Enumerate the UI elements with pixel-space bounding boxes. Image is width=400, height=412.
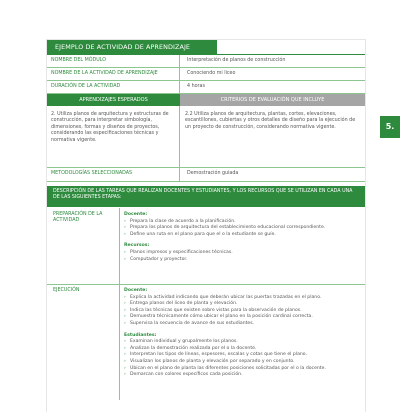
aprendizaje-text: 2. Utiliza planos de arquitectura y estructuras de construcción, para interpretar simbología, dimensiones, formas y diseños de proyectos, considerando las especificaciones técnicas y normativa vigente. — [47, 106, 180, 168]
list-item: › Prepara la clase de acuerdo a la planificación. — [124, 219, 370, 226]
chapter-tab: 5. — [380, 116, 400, 138]
row-label: NOMBRE DE LA ACTIVIDAD DE APRENDIZAJE — [47, 68, 180, 80]
list-item: › Demarcan con colores específicos cada posición. — [124, 372, 370, 379]
section-separator — [47, 284, 365, 285]
section-divider — [119, 208, 120, 284]
ejecucion-body — [124, 288, 370, 379]
list-item: › Computador y proyector. — [124, 257, 370, 264]
docente-heading: Docente: — [124, 288, 148, 293]
recursos-heading: Recursos: — [124, 243, 150, 249]
list-item: › Analizan la demostración realizada por el o la docente. — [124, 346, 370, 353]
list-item: › Explica la actividad indicando que deberán ubicar las puertas trazadas en el plano. — [124, 295, 370, 302]
section-divider — [119, 285, 120, 400]
row-value: Demostración guiada — [187, 171, 239, 176]
row-actividad — [47, 68, 365, 81]
header-aprendizajes: APRENDIZAJES ESPERADOS — [47, 94, 180, 106]
row-label: METODOLOGÍAS SELECCIONADAS — [47, 168, 180, 181]
row-value: Interpretación de planos de construcción — [187, 58, 286, 63]
recursos-list — [124, 250, 370, 263]
activity-title: EJEMPLO DE ACTIVIDAD DE APRENDIZAJE — [47, 40, 217, 54]
list-item: › Planos impresos y especificaciones técnicas. — [124, 250, 370, 257]
list-item: › Define una ruta en el plano para que el o la estudiante se guíe. — [124, 232, 370, 239]
row-label: DURACIÓN DE LA ACTIVIDAD — [47, 81, 180, 93]
estudiantes-list — [124, 339, 370, 379]
list-item: › Interpretan los tipos de líneas, espesores, escalas y cotas que tiene el plano. — [124, 352, 370, 359]
estudiantes-heading: Estudiantes: — [124, 332, 157, 338]
docente-heading: Docente: — [124, 212, 148, 217]
preparacion-body — [124, 212, 370, 263]
row-label: NOMBRE DEL MÓDULO — [47, 55, 180, 67]
docente-list — [124, 219, 370, 239]
list-item: › Demuestra técnicamente cómo ubicar el plano en la posición cardinal correcta. — [124, 314, 370, 321]
ejecucion-label: EJECUCIÓN — [53, 288, 80, 293]
criterio-text: 2.2 Utiliza planos de arquitectura, plantas, cortes, elevaciones, escantillones, cubiertas y otros detalles de diseño para la ejecución de un proyecto de construcción, considerando normativa vigente. — [180, 106, 365, 168]
row-metodologias — [47, 168, 365, 182]
list-item: › Ubican en el plano de planta las diferentes posiciones solicitadas por el o la docente. — [124, 366, 370, 373]
row-value: 4 horas — [187, 84, 205, 89]
preparacion-label: PREPARACIÓN DE LA ACTIVIDAD — [53, 212, 103, 224]
list-item: › Visualizan los planos de planta y elevación por separado y en conjunto. — [124, 359, 370, 366]
docente-list — [124, 295, 370, 328]
row-value: Conociendo mi liceo — [187, 71, 236, 76]
description-band: DESCRIPCIÓN DE LAS TAREAS QUE REALIZAN DOCENTES Y ESTUDIANTES, Y LOS RECURSOS QUE SE UTILIZAN EN CADA UNA DE LAS SIGUIENTES ETAPAS: — [47, 186, 365, 207]
list-item: › Prepara los planos de arquitectura del establecimiento educacional correspondiente. — [124, 225, 370, 232]
row-modulo — [47, 55, 365, 68]
list-item: › Supervisa la secuencia de avance de sus estudiantes. — [124, 321, 370, 328]
list-item: › Examinan individual y grupalmente los planos. — [124, 339, 370, 346]
list-item: › Indica las técnicas que existen sobre vistas para la observación de planos. — [124, 308, 370, 315]
header-criterios: CRITERIOS DE EVALUACIÓN QUE INCLUYE — [180, 94, 365, 106]
list-item: › Entrega planos del liceo de planta y elevación. — [124, 301, 370, 308]
row-duracion — [47, 81, 365, 94]
